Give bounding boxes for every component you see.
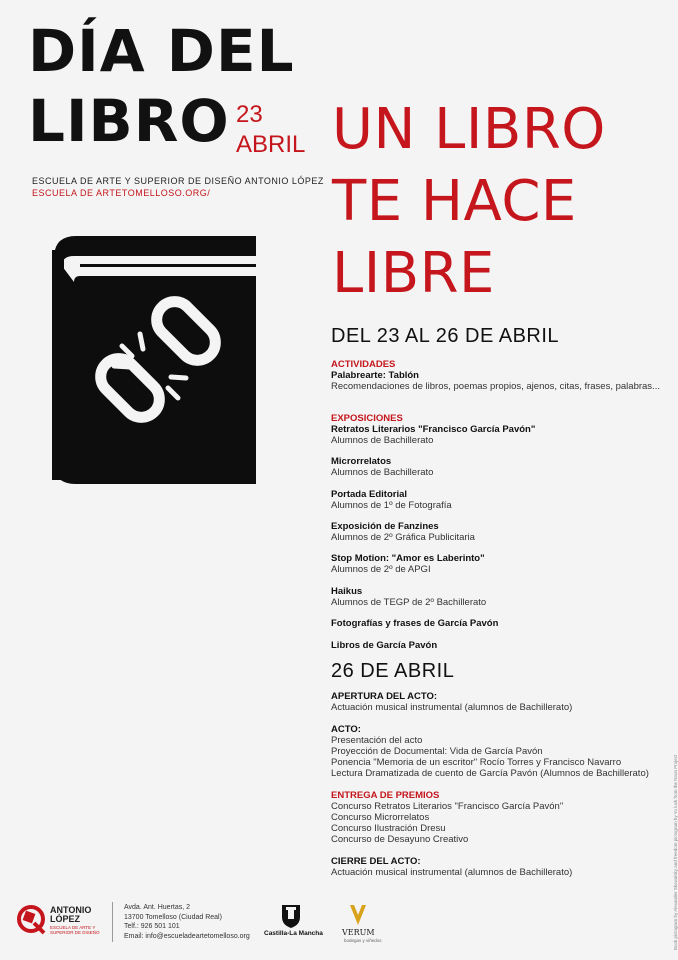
- exhibition-desc: Alumnos de 1º de Fotografía: [331, 500, 452, 511]
- exhibition-title: Libros de García Pavón: [331, 640, 438, 651]
- exhibition-desc: Alumnos de 2º de APGI: [331, 564, 431, 575]
- act-line: Lectura Dramatizada de cuento de García Pavón (Alumnos de Bachillerato): [331, 768, 649, 779]
- logo-sub-2: SUPERIOR DE DISEÑO: [50, 930, 100, 935]
- act-heading: ACTO:: [331, 724, 361, 735]
- logo-line-2: LÓPEZ: [50, 914, 81, 924]
- day26-heading: 26 DE ABRIL: [331, 660, 455, 682]
- verum-sub: bodegas y viñedos: [344, 938, 382, 943]
- act-line: Presentación del acto: [331, 735, 423, 746]
- slogan-line-3: LIBRE: [332, 241, 495, 306]
- exhibition-desc: Alumnos de Bachillerato: [331, 467, 434, 478]
- address-line: Avda. Ant. Huertas, 2: [124, 904, 191, 911]
- exhibitions-heading: EXPOSICIONES: [331, 413, 403, 424]
- exhibition-desc: Alumnos de TEGP de 2º Bachillerato: [331, 597, 487, 608]
- awards-line: Concurso Retratos Literarios "Francisco García Pavón": [331, 801, 564, 812]
- school-link[interactable]: ESCUELA DE ARTETOMELLOSO.ORG/: [32, 188, 211, 198]
- exhibition-title: Microrrelatos: [331, 456, 392, 467]
- exhibition-title: Stop Motion: "Amor es Laberinto": [331, 553, 485, 564]
- school-name: ESCUELA DE ARTE Y SUPERIOR DE DISEÑO ANTONIO LÓPEZ: [32, 176, 324, 186]
- email-line[interactable]: Email: info@escueladeartetomelloso.org: [124, 932, 250, 940]
- activity-desc: Recomendaciones de libros, poemas propios, ajenos, citas, frases, palabras...: [331, 381, 660, 392]
- clm-label: Castilla-La Mancha: [264, 930, 323, 937]
- date-day: 23: [236, 101, 263, 128]
- activities-heading: ACTIVIDADES: [331, 359, 396, 370]
- date-range: DEL 23 AL 26 DE ABRIL: [331, 325, 560, 347]
- credit-text: Book pictogram by Alexander Skowalsky and freedom pictogram by Yu luck from the Noun Project: [673, 754, 678, 950]
- logo-sub-1: ESCUELA DE ARTE Y: [50, 925, 96, 930]
- book-illustration: [40, 228, 264, 484]
- awards-line: Concurso Microrrelatos: [331, 812, 430, 823]
- awards-heading: ENTREGA DE PREMIOS: [331, 790, 440, 801]
- castilla-la-mancha-shield-icon: [280, 903, 302, 929]
- book-icon: [52, 236, 256, 484]
- awards-line: Concurso de Desayuno Creativo: [331, 834, 469, 845]
- closing-heading: CIERRE DEL ACTO:: [331, 856, 421, 867]
- antonio-lopez-logo-icon: [14, 903, 48, 935]
- slogan-line-1: UN LIBRO: [332, 97, 606, 162]
- closing-line: Actuación musical instrumental (alumnos de Bachillerato): [331, 867, 573, 878]
- act-line: Proyección de Documental: Vida de García Pavón: [331, 746, 543, 757]
- phone-line: Telf.: 926 501 101: [124, 923, 180, 930]
- footer-divider: [112, 902, 113, 942]
- exhibition-title: Portada Editorial: [331, 489, 408, 500]
- act-line: Ponencia "Memoria de un escritor" Rocío Torres y Francisco Navarro: [331, 757, 622, 768]
- exhibition-title: Retratos Literarios "Francisco García Pavón": [331, 424, 536, 435]
- exhibition-title: Exposición de Fanzines: [331, 521, 439, 532]
- address-line: 13700 Tomelloso (Ciudad Real): [124, 913, 222, 921]
- opening-line: Actuación musical instrumental (alumnos de Bachillerato): [331, 702, 573, 713]
- exhibition-title: Haikus: [331, 586, 363, 597]
- title-line-1: DÍA DEL: [28, 17, 295, 85]
- awards-line: Concurso Ilustración Dresu: [331, 823, 446, 834]
- title-line-2: LIBRO: [28, 87, 230, 155]
- date-month: ABRIL: [236, 131, 306, 158]
- verum-logo-icon: [347, 903, 369, 927]
- opening-heading: APERTURA DEL ACTO:: [331, 691, 438, 702]
- activity-title: Palabrearte: Tablón: [331, 370, 419, 381]
- exhibition-desc: Alumnos de 2º Gráfica Publicitaria: [331, 532, 475, 543]
- logo-line-1: ANTONIO: [50, 905, 92, 915]
- verum-label: VERUM: [342, 928, 375, 937]
- exhibition-title: Fotografías y frases de García Pavón: [331, 618, 499, 629]
- exhibition-desc: Alumnos de Bachillerato: [331, 435, 434, 446]
- slogan-line-2: TE HACE: [332, 169, 577, 234]
